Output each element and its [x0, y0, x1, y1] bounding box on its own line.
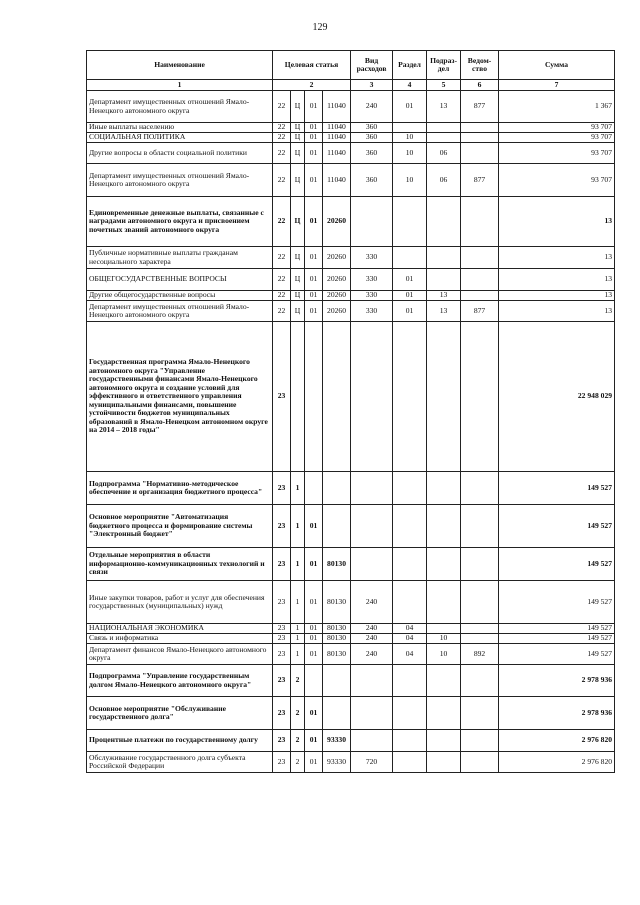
subsection-cell [427, 322, 461, 472]
target-code-cell: 80130 [323, 624, 351, 634]
section-cell: 01 [393, 291, 427, 301]
target-code-cell: 01 [305, 624, 323, 634]
dept-cell [461, 697, 499, 730]
table-row [87, 91, 615, 123]
expense-type-cell [351, 697, 393, 730]
target-code-cell: 01 [305, 697, 323, 730]
subsection-cell [427, 505, 461, 548]
table-row [87, 143, 615, 164]
section-cell [393, 322, 427, 472]
table-row [87, 634, 615, 644]
target-code-cell: 22 [273, 133, 291, 143]
header-subsection: Подраз-дел [427, 51, 461, 80]
table-row [87, 269, 615, 291]
dept-cell [461, 197, 499, 247]
target-code-cell: 2 [291, 752, 305, 773]
dept-cell [461, 472, 499, 505]
target-code-cell: 01 [305, 291, 323, 301]
target-code-cell: 23 [273, 644, 291, 665]
target-code-cell [323, 322, 351, 472]
expense-type-cell [351, 665, 393, 697]
sum-cell: 13 [499, 197, 615, 247]
subsection-cell: 06 [427, 164, 461, 197]
expense-type-cell: 240 [351, 581, 393, 624]
target-code-cell: 1 [291, 548, 305, 581]
row-name-cell: Другие вопросы в области социальной политики [87, 143, 273, 164]
sum-cell: 149 527 [499, 644, 615, 665]
subsection-cell: 13 [427, 301, 461, 322]
target-code-cell: 01 [305, 581, 323, 624]
target-code-cell: 22 [273, 143, 291, 164]
section-cell [393, 197, 427, 247]
target-code-cell: Ц [291, 91, 305, 123]
row-name-cell: НАЦИОНАЛЬНАЯ ЭКОНОМИКА [87, 624, 273, 634]
dept-cell: 877 [461, 164, 499, 197]
target-code-cell: 93330 [323, 752, 351, 773]
dept-cell [461, 291, 499, 301]
expense-type-cell: 360 [351, 133, 393, 143]
sum-cell: 2 976 820 [499, 752, 615, 773]
dept-cell [461, 133, 499, 143]
target-code-cell: 1 [291, 505, 305, 548]
row-name-cell: Иные выплаты населению [87, 123, 273, 133]
subsection-cell: 13 [427, 291, 461, 301]
sum-cell: 149 527 [499, 581, 615, 624]
target-code-cell [305, 322, 323, 472]
target-code-cell: 22 [273, 269, 291, 291]
sum-cell: 93 707 [499, 133, 615, 143]
subsection-cell [427, 581, 461, 624]
column-number: 3 [351, 80, 393, 91]
row-name-cell: ОБЩЕГОСУДАРСТВЕННЫЕ ВОПРОСЫ [87, 269, 273, 291]
target-code-cell: 23 [273, 624, 291, 634]
dept-cell [461, 634, 499, 644]
target-code-cell: 80130 [323, 644, 351, 665]
target-code-cell: 23 [273, 505, 291, 548]
subsection-cell [427, 247, 461, 269]
target-code-cell [323, 505, 351, 548]
target-code-cell: 01 [305, 133, 323, 143]
header-type: Вид расходов [351, 51, 393, 80]
table-row [87, 291, 615, 301]
expense-type-cell: 240 [351, 91, 393, 123]
table-row [87, 472, 615, 505]
target-code-cell: 01 [305, 301, 323, 322]
target-code-cell: 22 [273, 91, 291, 123]
target-code-cell: 22 [273, 291, 291, 301]
target-code-cell: 11040 [323, 143, 351, 164]
target-code-cell: Ц [291, 123, 305, 133]
expense-type-cell [351, 730, 393, 752]
budget-table [86, 50, 615, 773]
section-cell: 10 [393, 133, 427, 143]
target-code-cell: 01 [305, 143, 323, 164]
dept-cell [461, 624, 499, 634]
dept-cell [461, 247, 499, 269]
column-number: 4 [393, 80, 427, 91]
section-cell: 01 [393, 91, 427, 123]
target-code-cell: 23 [273, 752, 291, 773]
target-code-cell: 23 [273, 581, 291, 624]
table-row [87, 752, 615, 773]
target-code-cell [305, 665, 323, 697]
section-cell [393, 548, 427, 581]
target-code-cell: 22 [273, 164, 291, 197]
dept-cell [461, 322, 499, 472]
table-row [87, 123, 615, 133]
target-code-cell: 01 [305, 752, 323, 773]
row-name-cell: Основное мероприятие "Автоматизация бюджетного процесса и формирование системы "Электронный бюджет" [87, 505, 273, 548]
sum-cell: 93 707 [499, 164, 615, 197]
subsection-cell: 13 [427, 91, 461, 123]
sum-cell: 22 948 029 [499, 322, 615, 472]
table-row [87, 697, 615, 730]
sum-cell: 149 527 [499, 472, 615, 505]
expense-type-cell [351, 505, 393, 548]
table-row [87, 322, 615, 472]
target-code-cell: 1 [291, 581, 305, 624]
target-code-cell: Ц [291, 164, 305, 197]
table-row [87, 133, 615, 143]
expense-type-cell: 360 [351, 164, 393, 197]
row-name-cell: Департамент имущественных отношений Ямало-Ненецкого автономного округа [87, 301, 273, 322]
target-code-cell: 11040 [323, 164, 351, 197]
table-row [87, 548, 615, 581]
subsection-cell [427, 548, 461, 581]
subsection-cell [427, 269, 461, 291]
target-code-cell: 80130 [323, 634, 351, 644]
column-number: 5 [427, 80, 461, 91]
page-number: 129 [312, 22, 328, 33]
target-code-cell: 11040 [323, 133, 351, 143]
row-name-cell: Департамент финансов Ямало-Ненецкого автономного округа [87, 644, 273, 665]
section-cell [393, 505, 427, 548]
subsection-cell [427, 665, 461, 697]
row-name-cell: Связь и информатика [87, 634, 273, 644]
row-name-cell: Подпрограмма "Нормативно-методическое обеспечение и организация бюджетного процесса" [87, 472, 273, 505]
row-name-cell: Публичные нормативные выплаты гражданам несоциального характера [87, 247, 273, 269]
target-code-cell: 80130 [323, 581, 351, 624]
row-name-cell: Отдельные мероприятия в области информационно-коммуникационных технологий и связи [87, 548, 273, 581]
sum-cell: 149 527 [499, 634, 615, 644]
section-cell: 04 [393, 624, 427, 634]
target-code-cell: 20260 [323, 197, 351, 247]
section-cell [393, 581, 427, 624]
target-code-cell: 01 [305, 91, 323, 123]
dept-cell: 877 [461, 91, 499, 123]
expense-type-cell: 330 [351, 247, 393, 269]
expense-type-cell: 360 [351, 143, 393, 164]
sum-cell: 13 [499, 291, 615, 301]
column-number: 6 [461, 80, 499, 91]
row-name-cell: Другие общегосударственные вопросы [87, 291, 273, 301]
sum-cell: 13 [499, 301, 615, 322]
target-code-cell: 23 [273, 548, 291, 581]
target-code-cell: 11040 [323, 123, 351, 133]
target-code-cell: 2 [291, 730, 305, 752]
subsection-cell [427, 133, 461, 143]
section-cell [393, 472, 427, 505]
row-name-cell: Основное мероприятие "Обслуживание государственного долга" [87, 697, 273, 730]
dept-cell [461, 143, 499, 164]
target-code-cell: 80130 [323, 548, 351, 581]
target-code-cell: 23 [273, 322, 291, 472]
column-number: 1 [87, 80, 273, 91]
target-code-cell: 22 [273, 247, 291, 269]
target-code-cell: Ц [291, 197, 305, 247]
target-code-cell: 2 [291, 697, 305, 730]
target-code-cell: 93330 [323, 730, 351, 752]
table-row [87, 644, 615, 665]
table-row [87, 624, 615, 634]
target-code-cell: 01 [305, 505, 323, 548]
target-code-cell: 1 [291, 634, 305, 644]
target-code-cell: 20260 [323, 247, 351, 269]
sum-cell: 93 707 [499, 123, 615, 133]
expense-type-cell: 330 [351, 269, 393, 291]
expense-type-cell: 720 [351, 752, 393, 773]
target-code-cell: 01 [305, 123, 323, 133]
section-cell [393, 247, 427, 269]
dept-cell [461, 505, 499, 548]
target-code-cell: 1 [291, 472, 305, 505]
target-code-cell: 01 [305, 644, 323, 665]
table-header-row [87, 51, 615, 80]
table-row [87, 730, 615, 752]
expense-type-cell [351, 322, 393, 472]
target-code-cell: 22 [273, 123, 291, 133]
target-code-cell: 1 [291, 644, 305, 665]
section-cell: 10 [393, 164, 427, 197]
target-code-cell: 20260 [323, 269, 351, 291]
dept-cell [461, 730, 499, 752]
table-row [87, 505, 615, 548]
section-cell: 10 [393, 143, 427, 164]
row-name-cell: Государственная программа Ямало-Ненецкого автономного округа "Управление государственными финансами Ямало-Ненецкого автономного округа и создание условий для эффективного и ответственного управления муниципальными финансами, повышение устойчивости бюджетов муниципальных образований в Ямало-Ненецком автономном округе на 2014 – 2018 годы" [87, 322, 273, 472]
section-cell: 04 [393, 644, 427, 665]
header-target: Целевая статья [273, 51, 351, 80]
section-cell [393, 665, 427, 697]
target-code-cell [305, 472, 323, 505]
target-code-cell: 11040 [323, 91, 351, 123]
table-row [87, 164, 615, 197]
dept-cell [461, 665, 499, 697]
row-name-cell: Подпрограмма "Управление государственным долгом Ямало-Ненецкого автономного округа" [87, 665, 273, 697]
target-code-cell: Ц [291, 291, 305, 301]
header-dept: Ведом-ство [461, 51, 499, 80]
dept-cell [461, 548, 499, 581]
subsection-cell [427, 624, 461, 634]
row-name-cell: Иные закупки товаров, работ и услуг для обеспечения государственных (муниципальных) нужд [87, 581, 273, 624]
target-code-cell: Ц [291, 133, 305, 143]
subsection-cell [427, 197, 461, 247]
sum-cell: 93 707 [499, 143, 615, 164]
target-code-cell: 22 [273, 197, 291, 247]
target-code-cell: 01 [305, 197, 323, 247]
subsection-cell [427, 123, 461, 133]
sum-cell: 149 527 [499, 624, 615, 634]
target-code-cell: 01 [305, 247, 323, 269]
dept-cell [461, 269, 499, 291]
target-code-cell: 23 [273, 697, 291, 730]
header-sum: Сумма [499, 51, 615, 80]
expense-type-cell [351, 548, 393, 581]
target-code-cell: Ц [291, 301, 305, 322]
row-name-cell: Департамент имущественных отношений Ямало-Ненецкого автономного округа [87, 164, 273, 197]
column-number: 2 [273, 80, 351, 91]
sum-cell: 2 978 936 [499, 697, 615, 730]
table-row [87, 247, 615, 269]
section-cell [393, 752, 427, 773]
target-code-cell: 23 [273, 665, 291, 697]
target-code-cell: 01 [305, 548, 323, 581]
target-code-cell: 01 [305, 164, 323, 197]
sum-cell: 2 978 936 [499, 665, 615, 697]
target-code-cell: 01 [305, 730, 323, 752]
section-cell: 01 [393, 269, 427, 291]
section-cell [393, 730, 427, 752]
dept-cell: 877 [461, 301, 499, 322]
table-row [87, 301, 615, 322]
target-code-cell: Ц [291, 247, 305, 269]
expense-type-cell [351, 197, 393, 247]
column-number: 7 [499, 80, 615, 91]
target-code-cell [323, 472, 351, 505]
subsection-cell [427, 472, 461, 505]
column-number-row [87, 80, 615, 91]
target-code-cell: 20260 [323, 291, 351, 301]
sum-cell: 1 367 [499, 91, 615, 123]
table-row [87, 581, 615, 624]
subsection-cell [427, 752, 461, 773]
sum-cell: 2 976 820 [499, 730, 615, 752]
subsection-cell [427, 697, 461, 730]
row-name-cell: Департамент имущественных отношений Ямало-Ненецкого автономного округа [87, 91, 273, 123]
target-code-cell [323, 697, 351, 730]
table-row [87, 665, 615, 697]
header-section: Раздел [393, 51, 427, 80]
row-name-cell: Обслуживание государственного долга субъекта Российской Федерации [87, 752, 273, 773]
expense-type-cell: 330 [351, 291, 393, 301]
expense-type-cell: 360 [351, 123, 393, 133]
section-cell: 01 [393, 301, 427, 322]
target-code-cell: 23 [273, 634, 291, 644]
dept-cell [461, 581, 499, 624]
dept-cell: 892 [461, 644, 499, 665]
expense-type-cell: 240 [351, 624, 393, 634]
sum-cell: 149 527 [499, 505, 615, 548]
dept-cell [461, 123, 499, 133]
subsection-cell: 10 [427, 644, 461, 665]
row-name-cell: СОЦИАЛЬНАЯ ПОЛИТИКА [87, 133, 273, 143]
section-cell [393, 123, 427, 133]
target-code-cell: 23 [273, 472, 291, 505]
expense-type-cell: 330 [351, 301, 393, 322]
section-cell: 04 [393, 634, 427, 644]
expense-type-cell: 240 [351, 644, 393, 665]
table-row [87, 197, 615, 247]
target-code-cell [323, 665, 351, 697]
sum-cell: 13 [499, 247, 615, 269]
subsection-cell: 10 [427, 634, 461, 644]
row-name-cell: Единовременные денежные выплаты, связанные с наградами автономного округа и присвоением почетных званий автономного округа [87, 197, 273, 247]
sum-cell: 149 527 [499, 548, 615, 581]
row-name-cell: Процентные платежи по государственному долгу [87, 730, 273, 752]
target-code-cell: 01 [305, 269, 323, 291]
target-code-cell: Ц [291, 269, 305, 291]
expense-type-cell [351, 472, 393, 505]
target-code-cell: Ц [291, 143, 305, 164]
target-code-cell [291, 322, 305, 472]
subsection-cell: 06 [427, 143, 461, 164]
target-code-cell: 01 [305, 634, 323, 644]
target-code-cell: 23 [273, 730, 291, 752]
expense-type-cell: 240 [351, 634, 393, 644]
section-cell [393, 697, 427, 730]
sum-cell: 13 [499, 269, 615, 291]
header-name: Наименование [87, 51, 273, 80]
target-code-cell: 2 [291, 665, 305, 697]
target-code-cell: 22 [273, 301, 291, 322]
target-code-cell: 20260 [323, 301, 351, 322]
target-code-cell: 1 [291, 624, 305, 634]
subsection-cell [427, 730, 461, 752]
dept-cell [461, 752, 499, 773]
